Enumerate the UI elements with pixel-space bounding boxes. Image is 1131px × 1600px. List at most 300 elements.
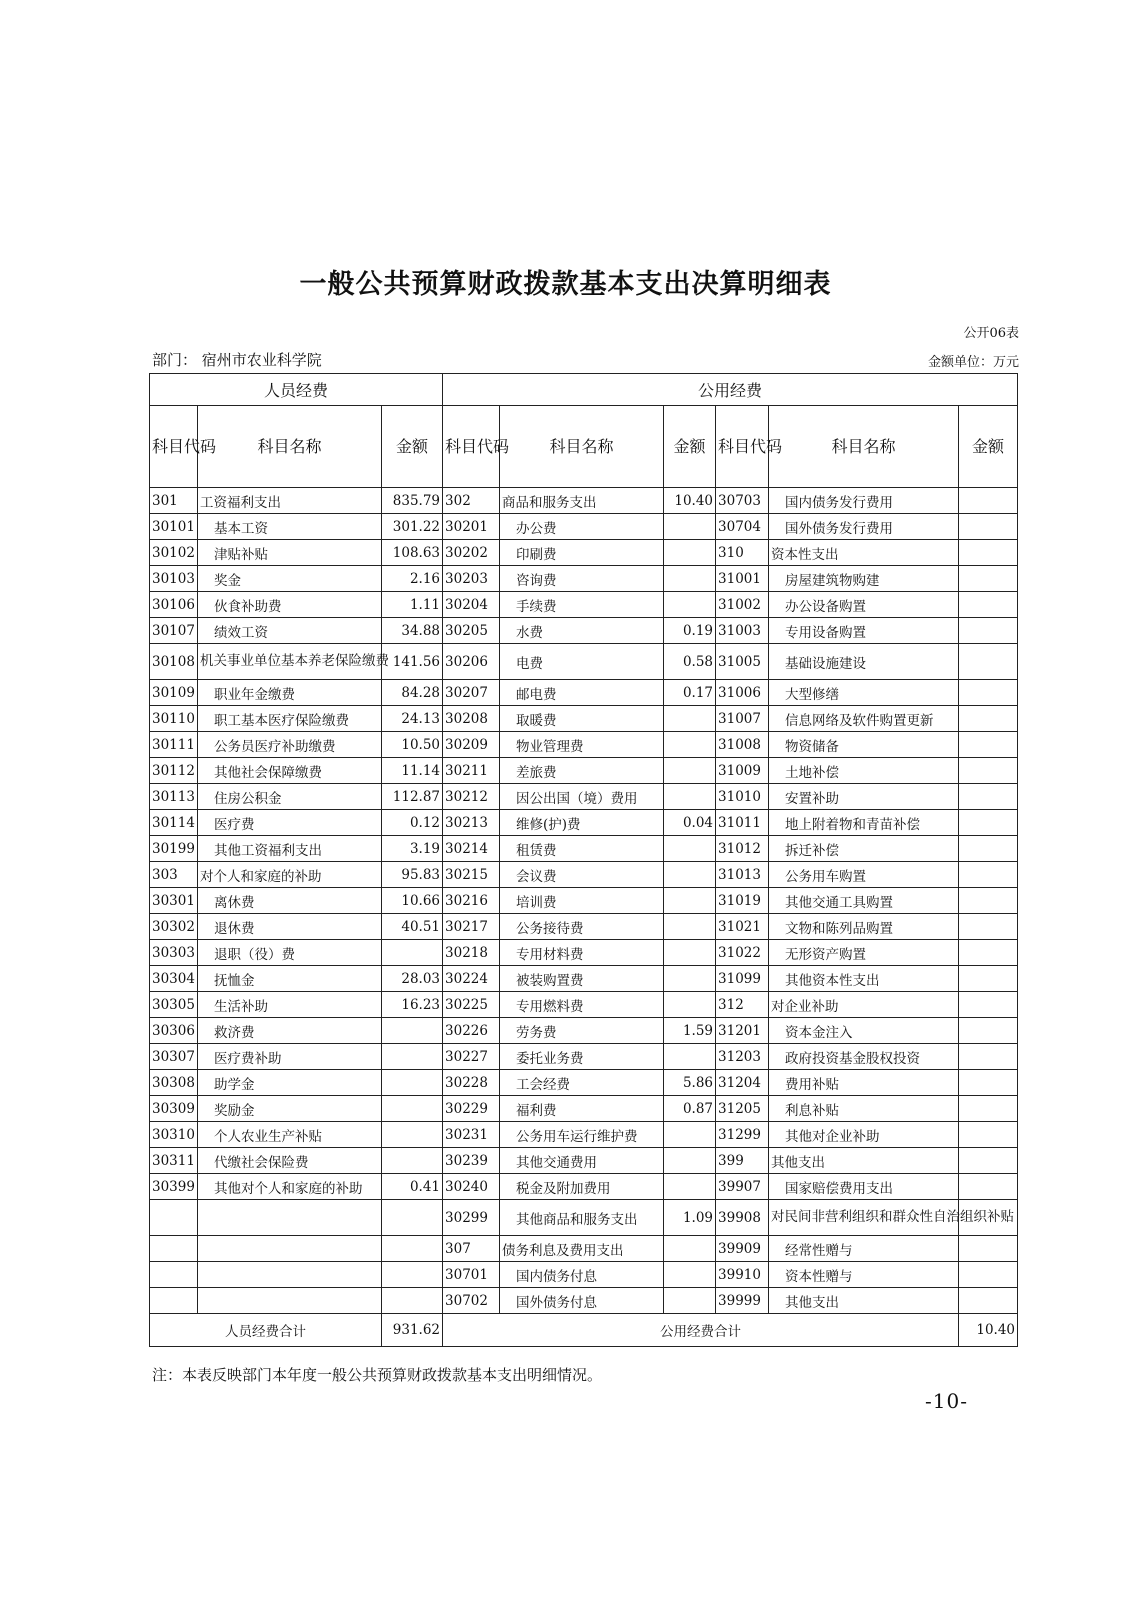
public-total-label: 公用经费合计 [443,1314,959,1347]
code-cell: 30702 [443,1288,500,1314]
amount-cell: 0.41 [382,1174,443,1200]
name-cell: 办公费 [500,514,664,540]
table-row [150,966,1018,992]
amount-cell [959,706,1018,732]
code-cell: 30225 [443,992,500,1018]
name-cell: 其他对个人和家庭的补助 [198,1174,382,1200]
page-title: 一般公共预算财政拨款基本支出决算明细表 [299,269,832,300]
amount-cell: 108.63 [382,540,443,566]
name-cell: 公务员医疗补助缴费 [198,732,382,758]
code-cell: 302 [443,488,500,514]
code-cell: 31007 [716,706,769,732]
name-cell: 公务用车购置 [769,862,959,888]
name-cell: 奖金 [198,566,382,592]
name-cell: 其他工资福利支出 [198,836,382,862]
code-cell: 30215 [443,862,500,888]
name-cell: 商品和服务支出 [500,488,664,514]
amount-cell: 0.19 [664,618,716,644]
code-header: 科目代码 [150,406,198,488]
code-cell: 31099 [716,966,769,992]
table-row [150,1070,1018,1096]
amount-cell [664,888,716,914]
code-cell: 31205 [716,1096,769,1122]
name-cell: 会议费 [500,862,664,888]
name-cell: 房屋建筑物购建 [769,566,959,592]
amount-cell [959,1148,1018,1174]
code-cell: 30110 [150,706,198,732]
amount-cell: 301.22 [382,514,443,540]
code-cell: 30229 [443,1096,500,1122]
name-cell: 信息网络及软件购置更新 [769,706,959,732]
amount-header: 金额 [959,406,1018,488]
amount-cell [959,758,1018,784]
name-cell: 专用燃料费 [500,992,664,1018]
table-row [150,644,1018,680]
name-cell: 无形资产购置 [769,940,959,966]
amount-cell [959,1122,1018,1148]
amount-cell: 0.17 [664,680,716,706]
code-cell: 30308 [150,1070,198,1096]
code-cell: 30309 [150,1096,198,1122]
name-cell: 拆迁补偿 [769,836,959,862]
amount-cell [664,1044,716,1070]
group-header-row [150,374,1018,406]
code-cell: 30112 [150,758,198,784]
amount-cell: 28.03 [382,966,443,992]
name-cell: 维修(护)费 [500,810,664,836]
name-cell: 文物和陈列品购置 [769,914,959,940]
name-cell: 对民间非营利组织和群众性自治组织补贴 [769,1200,959,1236]
code-cell [150,1236,198,1262]
name-cell: 工资福利支出 [198,488,382,514]
table-row [150,732,1018,758]
code-cell: 30102 [150,540,198,566]
name-cell: 其他资本性支出 [769,966,959,992]
amount-cell [959,1288,1018,1314]
code-cell: 310 [716,540,769,566]
amount-cell [959,488,1018,514]
amount-cell [664,706,716,732]
name-cell: 医疗费补助 [198,1044,382,1070]
code-cell [150,1262,198,1288]
code-cell: 31003 [716,618,769,644]
code-cell: 30214 [443,836,500,862]
code-cell: 31009 [716,758,769,784]
amount-cell [664,862,716,888]
table-row [150,706,1018,732]
amount-cell [959,966,1018,992]
code-cell: 31002 [716,592,769,618]
table-row [150,1122,1018,1148]
name-cell: 差旅费 [500,758,664,784]
code-cell: 30111 [150,732,198,758]
amount-cell [382,1018,443,1044]
amount-cell [664,940,716,966]
name-cell: 基础设施建设 [769,644,959,680]
code-cell: 30301 [150,888,198,914]
code-cell: 30311 [150,1148,198,1174]
code-cell: 31006 [716,680,769,706]
public-total-value: 10.40 [959,1314,1018,1347]
name-cell: 印刷费 [500,540,664,566]
table-row [150,1044,1018,1070]
amount-cell [382,1122,443,1148]
name-cell: 代缴社会保险费 [198,1148,382,1174]
expenditure-detail-table [149,373,1018,1347]
code-cell: 30101 [150,514,198,540]
code-cell: 31019 [716,888,769,914]
table-row [150,784,1018,810]
amount-cell [664,758,716,784]
code-cell: 30303 [150,940,198,966]
amount-cell [664,992,716,1018]
amount-cell [959,618,1018,644]
name-cell [198,1200,382,1236]
code-cell: 31013 [716,862,769,888]
amount-cell: 1.59 [664,1018,716,1044]
name-cell: 水费 [500,618,664,644]
name-cell: 地上附着物和青苗补偿 [769,810,959,836]
amount-cell: 141.56 [382,644,443,680]
code-cell: 30306 [150,1018,198,1044]
table-row [150,940,1018,966]
page-number: -10- [925,1389,968,1413]
name-cell: 医疗费 [198,810,382,836]
amount-cell [959,914,1018,940]
amount-cell [664,1236,716,1262]
code-cell: 30224 [443,966,500,992]
amount-cell [664,1288,716,1314]
code-cell: 39907 [716,1174,769,1200]
name-cell: 其他商品和服务支出 [500,1200,664,1236]
code-cell: 31005 [716,644,769,680]
code-cell: 30209 [443,732,500,758]
amount-cell [664,540,716,566]
amount-cell [959,644,1018,680]
code-cell: 31001 [716,566,769,592]
name-cell: 租赁费 [500,836,664,862]
code-cell: 30201 [443,514,500,540]
amount-cell [664,566,716,592]
code-cell: 30302 [150,914,198,940]
amount-cell [382,1148,443,1174]
code-cell: 30114 [150,810,198,836]
code-cell: 30304 [150,966,198,992]
name-cell: 国内债务发行费用 [769,488,959,514]
name-cell: 对个人和家庭的补助 [198,862,382,888]
amount-cell [959,810,1018,836]
name-cell: 税金及附加费用 [500,1174,664,1200]
amount-cell [959,1262,1018,1288]
amount-header: 金额 [382,406,443,488]
name-cell: 经常性赠与 [769,1236,959,1262]
amount-cell [664,514,716,540]
code-header: 科目代码 [443,406,500,488]
amount-cell: 3.19 [382,836,443,862]
table-row [150,540,1018,566]
name-cell: 被装购置费 [500,966,664,992]
code-cell: 30704 [716,514,769,540]
amount-cell [382,1262,443,1288]
code-cell: 30204 [443,592,500,618]
amount-cell [664,966,716,992]
amount-cell: 0.12 [382,810,443,836]
name-header: 科目名称 [198,406,382,488]
name-cell: 利息补贴 [769,1096,959,1122]
amount-cell [959,1236,1018,1262]
amount-cell [959,1096,1018,1122]
table-row [150,1174,1018,1200]
name-cell: 公务用车运行维护费 [500,1122,664,1148]
name-cell: 退职（役）费 [198,940,382,966]
name-cell: 费用补贴 [769,1070,959,1096]
table-row [150,1262,1018,1288]
name-cell: 救济费 [198,1018,382,1044]
name-cell: 绩效工资 [198,618,382,644]
name-cell: 生活补助 [198,992,382,1018]
name-cell: 委托业务费 [500,1044,664,1070]
table-row [150,488,1018,514]
name-cell [198,1262,382,1288]
code-header: 科目代码 [716,406,769,488]
code-cell: 31011 [716,810,769,836]
name-cell: 职业年金缴费 [198,680,382,706]
code-cell: 31022 [716,940,769,966]
amount-cell [664,1148,716,1174]
name-cell: 咨询费 [500,566,664,592]
name-cell: 土地补偿 [769,758,959,784]
name-cell: 债务利息及费用支出 [500,1236,664,1262]
amount-cell [382,1236,443,1262]
amount-cell [382,1200,443,1236]
amount-cell: 10.40 [664,488,716,514]
amount-cell: 0.04 [664,810,716,836]
code-cell: 30218 [443,940,500,966]
table-row [150,680,1018,706]
name-cell: 对企业补助 [769,992,959,1018]
amount-cell [382,940,443,966]
code-cell: 30299 [443,1200,500,1236]
name-cell: 物资储备 [769,732,959,758]
code-cell: 30216 [443,888,500,914]
name-cell [198,1236,382,1262]
amount-cell: 10.66 [382,888,443,914]
amount-cell: 1.11 [382,592,443,618]
table-row [150,1236,1018,1262]
name-cell: 取暖费 [500,706,664,732]
table-row [150,1200,1018,1236]
code-cell: 30213 [443,810,500,836]
table-row [150,914,1018,940]
table-row [150,1096,1018,1122]
code-cell: 307 [443,1236,500,1262]
code-cell: 30240 [443,1174,500,1200]
name-cell: 办公设备购置 [769,592,959,618]
code-cell: 30399 [150,1174,198,1200]
amount-cell [959,888,1018,914]
amount-cell [664,836,716,862]
name-cell: 其他社会保障缴费 [198,758,382,784]
code-cell: 31012 [716,836,769,862]
name-cell: 其他交通费用 [500,1148,664,1174]
code-cell: 30207 [443,680,500,706]
amount-cell [664,1174,716,1200]
code-cell: 30305 [150,992,198,1018]
amount-cell: 16.23 [382,992,443,1018]
amount-cell [959,862,1018,888]
code-cell: 30107 [150,618,198,644]
name-header: 科目名称 [500,406,664,488]
name-cell: 政府投资基金股权投资 [769,1044,959,1070]
name-cell: 国家赔偿费用支出 [769,1174,959,1200]
table-row [150,1288,1018,1314]
amount-cell [664,914,716,940]
amount-cell: 95.83 [382,862,443,888]
code-cell: 399 [716,1148,769,1174]
table-row [150,618,1018,644]
name-cell: 机关事业单位基本养老保险缴费 [198,644,382,680]
name-cell: 个人农业生产补贴 [198,1122,382,1148]
code-cell: 39909 [716,1236,769,1262]
table-note: 注：本表反映部门本年度一般公共预算财政拨款基本支出明细情况。 [152,1366,603,1384]
amount-cell [959,680,1018,706]
name-cell: 退休费 [198,914,382,940]
table-row [150,810,1018,836]
amount-cell: 34.88 [382,618,443,644]
code-cell: 30199 [150,836,198,862]
code-cell: 31010 [716,784,769,810]
column-header-row [150,406,1018,488]
code-cell: 31203 [716,1044,769,1070]
amount-cell [959,940,1018,966]
personnel-group-header: 人员经费 [150,374,443,406]
code-cell: 30109 [150,680,198,706]
amount-cell [664,1122,716,1148]
amount-cell [959,514,1018,540]
name-cell: 福利费 [500,1096,664,1122]
name-cell: 手续费 [500,592,664,618]
name-cell: 安置补助 [769,784,959,810]
amount-cell [382,1070,443,1096]
amount-unit-label: 金额单位：万元 [927,355,1019,370]
public-group-header: 公用经费 [443,374,1018,406]
name-cell: 津贴补贴 [198,540,382,566]
amount-cell [959,1018,1018,1044]
code-cell: 30113 [150,784,198,810]
amount-cell [382,1044,443,1070]
name-cell: 专用材料费 [500,940,664,966]
code-cell [150,1200,198,1236]
name-cell: 其他交通工具购置 [769,888,959,914]
code-cell: 30208 [443,706,500,732]
name-cell: 国外债务付息 [500,1288,664,1314]
table-row [150,1018,1018,1044]
code-cell: 30203 [443,566,500,592]
table-row [150,1148,1018,1174]
code-cell: 39910 [716,1262,769,1288]
code-cell: 30202 [443,540,500,566]
table-row [150,592,1018,618]
table-row [150,836,1018,862]
name-cell: 其他对企业补助 [769,1122,959,1148]
amount-header: 金额 [664,406,716,488]
name-cell: 电费 [500,644,664,680]
code-cell: 39999 [716,1288,769,1314]
code-cell: 39908 [716,1200,769,1236]
code-cell: 31201 [716,1018,769,1044]
name-cell: 资本性赠与 [769,1262,959,1288]
name-cell: 工会经费 [500,1070,664,1096]
code-cell: 30228 [443,1070,500,1096]
personnel-total-value: 931.62 [382,1314,443,1347]
amount-cell [959,992,1018,1018]
code-cell: 30211 [443,758,500,784]
amount-cell [959,566,1018,592]
code-cell: 30106 [150,592,198,618]
name-cell: 离休费 [198,888,382,914]
code-cell: 31008 [716,732,769,758]
code-cell: 30205 [443,618,500,644]
name-cell: 资本金注入 [769,1018,959,1044]
amount-cell [382,1288,443,1314]
name-cell: 劳务费 [500,1018,664,1044]
code-cell: 30212 [443,784,500,810]
amount-cell [959,784,1018,810]
name-cell: 物业管理费 [500,732,664,758]
amount-cell: 0.87 [664,1096,716,1122]
code-cell: 31021 [716,914,769,940]
code-cell: 30226 [443,1018,500,1044]
name-cell: 培训费 [500,888,664,914]
name-cell: 职工基本医疗保险缴费 [198,706,382,732]
table-row [150,758,1018,784]
name-cell: 因公出国（境）费用 [500,784,664,810]
amount-cell: 5.86 [664,1070,716,1096]
name-cell: 其他支出 [769,1288,959,1314]
amount-cell [382,1096,443,1122]
amount-cell [959,1044,1018,1070]
name-cell: 专用设备购置 [769,618,959,644]
amount-cell: 11.14 [382,758,443,784]
code-cell: 30206 [443,644,500,680]
name-cell: 资本性支出 [769,540,959,566]
name-cell: 抚恤金 [198,966,382,992]
code-cell: 30703 [716,488,769,514]
name-cell: 助学金 [198,1070,382,1096]
name-cell: 其他支出 [769,1148,959,1174]
table-row [150,862,1018,888]
form-number: 公开06表 [963,326,1019,341]
amount-cell [959,836,1018,862]
code-cell: 312 [716,992,769,1018]
name-cell: 住房公积金 [198,784,382,810]
amount-cell: 2.16 [382,566,443,592]
code-cell [150,1288,198,1314]
code-cell: 30217 [443,914,500,940]
code-cell: 30310 [150,1122,198,1148]
table-row [150,992,1018,1018]
name-cell: 国内债务付息 [500,1262,664,1288]
amount-cell [959,1070,1018,1096]
name-cell: 基本工资 [198,514,382,540]
table-row [150,566,1018,592]
amount-cell: 1.09 [664,1200,716,1236]
code-cell: 31299 [716,1122,769,1148]
table-row [150,514,1018,540]
amount-cell [959,732,1018,758]
code-cell: 30701 [443,1262,500,1288]
personnel-total-label: 人员经费合计 [150,1314,382,1347]
